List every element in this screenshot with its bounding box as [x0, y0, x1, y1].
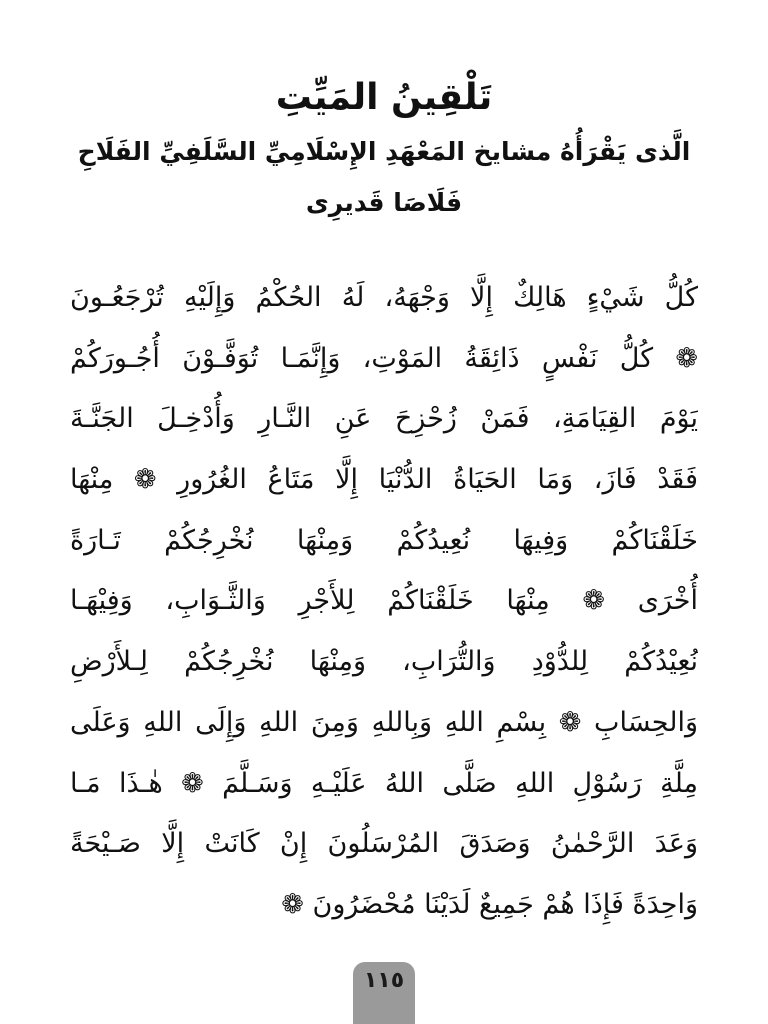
- text-line: مِلَّةِ رَسُوْلِ اللهِ صَلَّى اللهُ عَلَيْـهِ وَسَـلَّمَ ❁ هٰـذَا مَـا: [70, 767, 698, 799]
- text-line: نُعِيْدُكُمْ لِلدُّوْدِ وَالتُّرَابِ، وَمِنْهَا نُخْرِجُكُمْ لِـلأَرْضِ: [70, 646, 698, 678]
- page-title: تَلْقِينُ المَيِّتِ: [275, 77, 493, 118]
- text-line: وَاحِدَةً فَإِذَا هُمْ جَمِيعٌ لَدَيْنَا مُحْضَرُونَ ❁: [281, 888, 698, 920]
- text-line: أُخْرَى ❁ مِنْهَا خَلَقْنَاكُمْ لِلأَجْرِ وَالثَّـوَابِ، وَفِيْهَـا: [70, 585, 698, 617]
- text-line: خَلَقْنَاكُمْ وَفِيهَا نُعِيدُكُمْ وَمِنْهَا نُخْرِجُكُمْ تَـارَةً: [70, 524, 698, 556]
- text-line: وَعَدَ الرَّحْمٰنُ وَصَدَقَ المُرْسَلُونَ إِنْ كَانَتْ إِلَّا صَـيْحَةً: [70, 828, 698, 860]
- page-number-tab: [353, 962, 415, 1024]
- body-text: [70, 268, 698, 936]
- text-line: يَوْمَ القِيَامَةِ، فَمَنْ زُحْزِحَ عَنِ النَّـارِ وَأُدْخِـلَ الجَنَّـةَ: [70, 403, 698, 435]
- text-line: كُلُّ شَيْءٍ هَالِكٌ إِلَّا وَجْهَهُ، لَهُ الحُكْمُ وَإِلَيْهِ تُرْجَعُـونَ: [70, 282, 698, 313]
- author-name: فَلَاصَا قَديرِى: [305, 188, 463, 217]
- text-line: ❁ كُلُّ نَفْسٍ ذَائِقَةُ المَوْتِ، وَإِنَّمَـا تُوَفَّـوْنَ أُجُـورَكُمْ: [70, 342, 698, 374]
- text-line: فَقَدْ فَازَ، وَمَا الحَيَاةُ الدُّنْيَا إِلَّا مَتَاعُ الغُرُورِ ❁ مِنْهَا: [70, 464, 698, 496]
- page-subtitle: الَّذى يَقْرَأُهُ مشايخ المَعْهَدِ الإِسْلَامِيِّ السَّلَفِيِّ الفَلَاحِ: [77, 137, 691, 166]
- page-number: ١١٥: [363, 968, 405, 993]
- header: [0, 70, 768, 228]
- text-line: وَالحِسَابِ ❁ بِسْمِ اللهِ وَبِاللهِ وَمِنَ اللهِ وَإِلَى اللهِ وَعَلَى: [70, 706, 698, 738]
